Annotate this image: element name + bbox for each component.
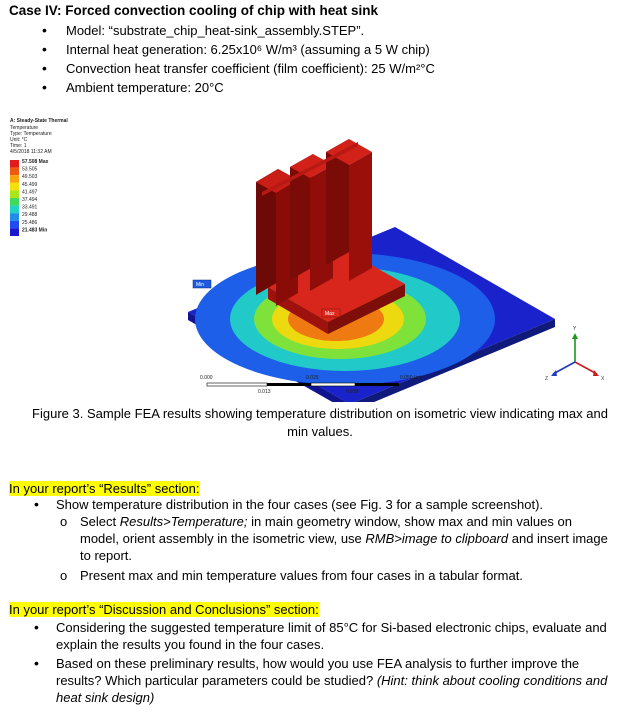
- fea-header-title: A: Steady-State Thermal: [10, 118, 68, 124]
- list-item: • Convection heat transfer coefficient (film coefficient): 25 W/m²°C: [40, 59, 435, 78]
- figure-caption-line: Figure 3. Sample FEA results showing temperature distribution on isometric view indicating max and: [32, 406, 608, 421]
- results-subitem: [60, 567, 523, 584]
- legend-label: 45.499: [22, 181, 38, 188]
- scale-label: 0.000: [200, 375, 213, 381]
- discussion-item-text: explain the results you found in the four cases.: [56, 637, 325, 652]
- fea-result-figure: [0, 112, 640, 402]
- results-sub-text: model, orient assembly in the isometric view, use: [80, 531, 366, 546]
- sub-bullet-mark: o: [60, 514, 68, 529]
- discussion-item-text: Based on these preliminary results, how would you use FEA analysis to further improve the: [56, 656, 580, 671]
- results-sub-emphasis: RMB>image to clipboard: [365, 531, 509, 546]
- discussion-item-text: results? Which particular parameters could be studied?: [56, 673, 377, 688]
- figure-caption: [20, 405, 620, 441]
- legend-label: 21.483 Min: [22, 227, 48, 234]
- legend-swatch: [10, 183, 19, 191]
- scale-label: 0.013: [258, 389, 271, 395]
- legend-swatch: [10, 160, 19, 168]
- legend-label: 53.505: [22, 166, 38, 173]
- max-tag: [322, 309, 340, 317]
- results-heading-text: In your report’s “Results” section:: [9, 481, 200, 496]
- list-item: • Internal heat generation: 6.25x10⁶ W/m³ (assuming a 5 W chip): [40, 40, 435, 59]
- results-sub-text: Select: [80, 514, 120, 529]
- case-parameters-list: [40, 21, 435, 97]
- discussion-item: [34, 655, 631, 706]
- legend-swatch: [10, 221, 19, 229]
- case-title: Case IV: Forced convection cooling of chip with heat sink: [9, 3, 379, 18]
- bullet-mark: •: [34, 655, 39, 671]
- discussion-heading: [9, 602, 319, 617]
- fea-header-line: Unit: °C: [10, 137, 28, 143]
- legend-swatch: [10, 228, 19, 236]
- fea-header-line: Type: Temperature: [10, 131, 52, 137]
- legend-swatch: [10, 190, 19, 198]
- legend-label: 57.508 Max: [22, 159, 49, 165]
- scale-label: 0.050 (m): [400, 375, 422, 381]
- bullet-mark: •: [34, 619, 39, 635]
- fea-header-line: Temperature: [10, 125, 39, 131]
- legend-label: 25.486: [22, 219, 38, 226]
- axis-y-label: Y: [573, 326, 577, 332]
- fea-header-line: Time: 1: [10, 143, 27, 149]
- axis-x-label: X: [601, 376, 605, 382]
- legend-swatch: [10, 168, 19, 176]
- scale-label: 0.025: [306, 375, 319, 381]
- discussion-hint: (Hint: think about cooling conditions and: [376, 673, 608, 688]
- min-tag-label: Min: [196, 282, 205, 288]
- bullet-mark: •: [34, 496, 39, 512]
- legend-swatch: [10, 175, 19, 183]
- results-item: [34, 496, 544, 513]
- axis-z-label: Z: [545, 376, 549, 382]
- list-item: • Ambient temperature: 20°C: [40, 78, 435, 97]
- discussion-heading-text: In your report’s “Discussion and Conclusions” section:: [9, 602, 319, 617]
- discussion-hint: heat sink design): [56, 690, 155, 705]
- results-sub-text: in main geometry window, show max and min values on: [247, 514, 572, 529]
- results-heading: [9, 481, 200, 496]
- legend-swatch: [10, 206, 19, 214]
- scale-label: 0.038: [346, 389, 359, 395]
- results-sub-text: to report.: [80, 548, 133, 563]
- legend-swatch: [10, 198, 19, 206]
- figure-caption-line: min values.: [287, 424, 353, 439]
- results-sub-emphasis: Results>Temperature;: [119, 514, 248, 529]
- legend-swatch: [10, 213, 19, 221]
- legend-label: 49.503: [22, 174, 38, 181]
- results-sub-text: Present max and min temperature values from four cases in a tabular format.: [80, 568, 523, 583]
- legend-label: 37.494: [22, 197, 38, 203]
- temperature-legend: [10, 159, 49, 236]
- results-item-text: Show temperature distribution in the four cases (see Fig. 3 for a sample screenshot).: [56, 497, 544, 512]
- results-subitem: [60, 513, 620, 564]
- axis-triad: [545, 326, 605, 382]
- fea-header-line: 4/5/2018 11:32 AM: [10, 149, 52, 155]
- discussion-item: [34, 619, 626, 653]
- legend-label: 41.497: [22, 189, 38, 196]
- sub-bullet-mark: o: [60, 568, 68, 583]
- results-sub-text: and insert image: [508, 531, 608, 546]
- legend-label: 33.491: [22, 204, 38, 211]
- list-item: • Model: “substrate_chip_heat-sink_assembly.STEP”.: [40, 21, 435, 40]
- discussion-item-text: Considering the suggested temperature limit of 85°C for Si-based electronic chips, evaluate and: [56, 620, 607, 635]
- legend-label: 29.488: [22, 212, 38, 219]
- min-tag: [193, 280, 211, 288]
- max-tag-label: Max: [325, 311, 335, 317]
